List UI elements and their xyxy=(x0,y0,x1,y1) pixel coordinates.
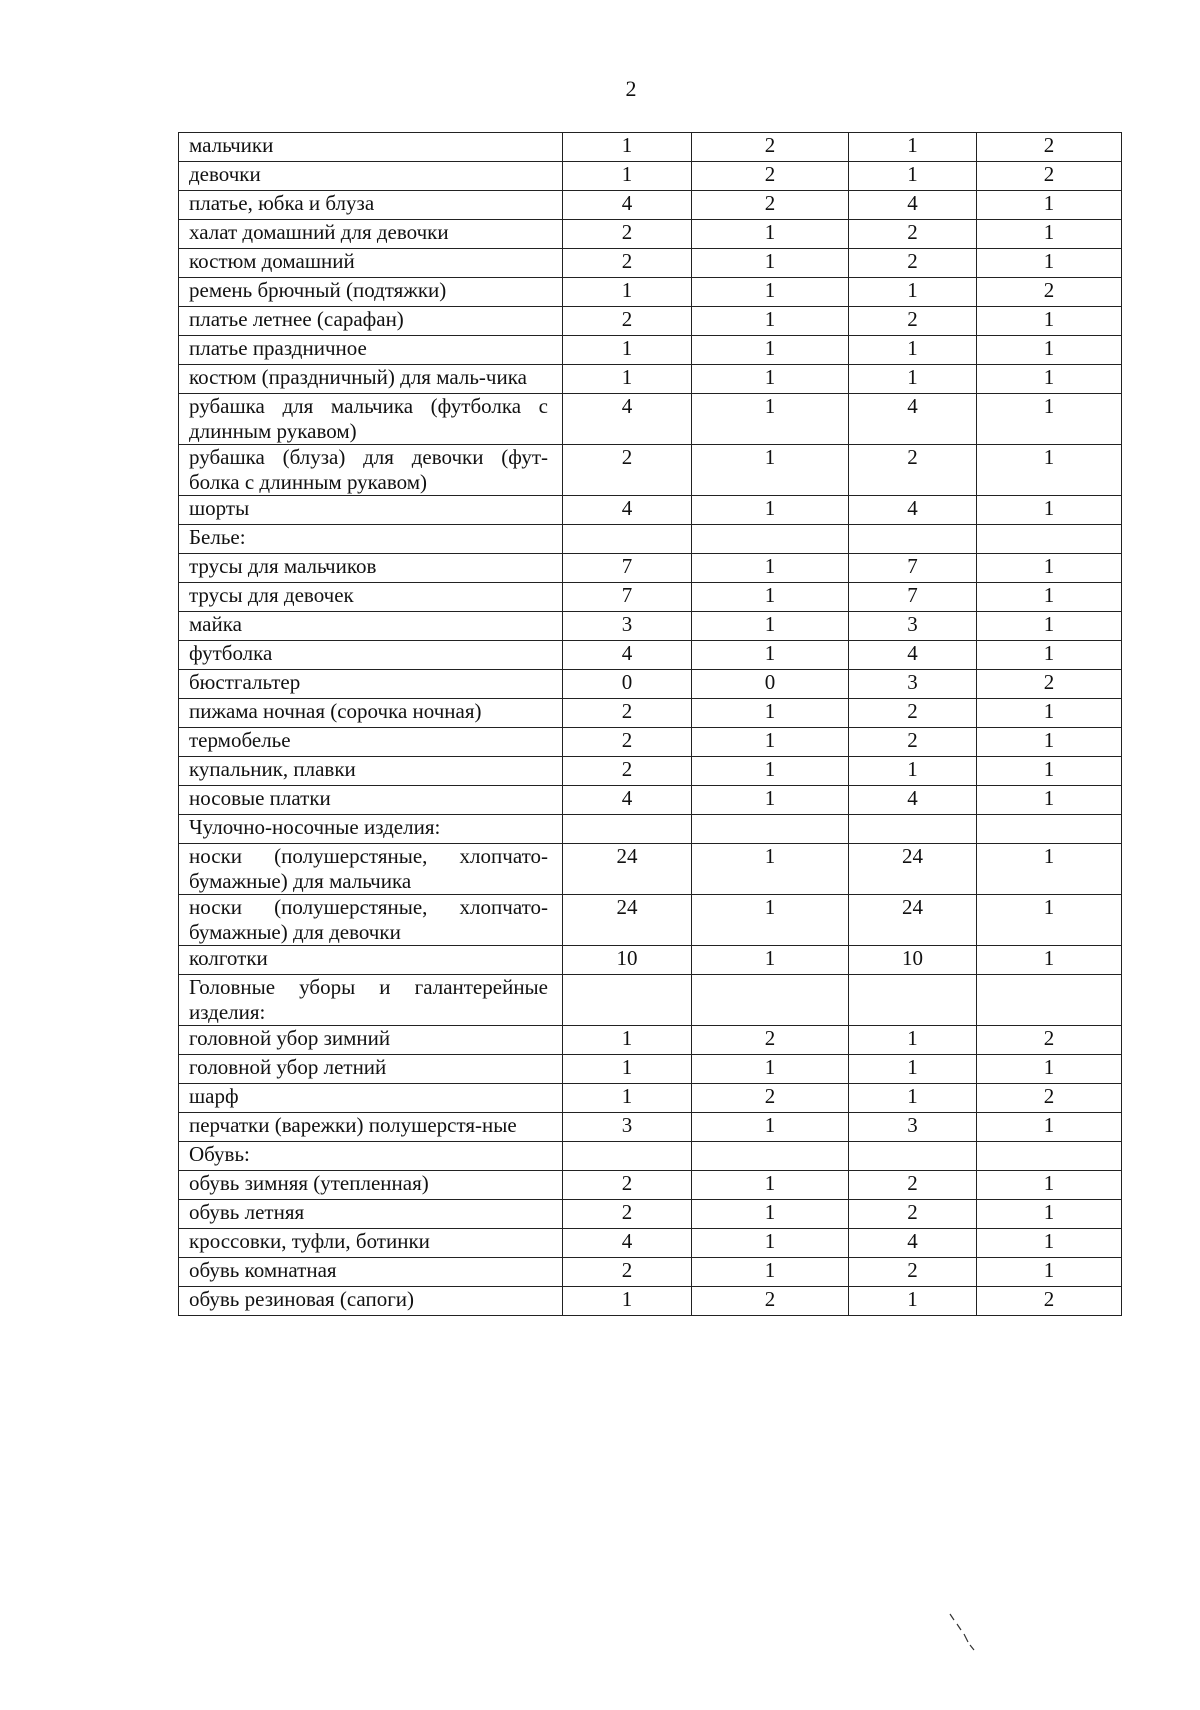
quantity-cell: 7 xyxy=(849,583,977,612)
quantity-cell xyxy=(977,525,1122,554)
quantity-cell: 2 xyxy=(977,1287,1122,1316)
quantity-cell: 4 xyxy=(849,496,977,525)
table-row xyxy=(179,1171,1122,1200)
item-name-cell: костюм домашний xyxy=(179,249,563,278)
quantity-cell: 1 xyxy=(563,1055,692,1084)
table-row xyxy=(179,278,1122,307)
quantity-cell: 2 xyxy=(692,1287,849,1316)
table-row xyxy=(179,220,1122,249)
quantity-cell: 1 xyxy=(692,445,849,496)
table-row xyxy=(179,757,1122,786)
table-row xyxy=(179,641,1122,670)
quantity-cell: 1 xyxy=(977,844,1122,895)
table-row xyxy=(179,975,1122,1026)
quantity-cell: 1 xyxy=(977,220,1122,249)
quantity-cell: 7 xyxy=(563,554,692,583)
item-name-cell: рубашка (блуза) для девочки (фут-болка с длинным рукавом) xyxy=(179,445,563,496)
table-body xyxy=(179,133,1122,1316)
quantity-cell: 1 xyxy=(977,496,1122,525)
quantity-cell: 4 xyxy=(563,641,692,670)
quantity-cell: 1 xyxy=(977,307,1122,336)
quantity-cell: 1 xyxy=(849,365,977,394)
quantity-cell: 1 xyxy=(563,278,692,307)
item-name-cell: бюстгальтер xyxy=(179,670,563,699)
item-name-cell: майка xyxy=(179,612,563,641)
quantity-cell: 1 xyxy=(977,1229,1122,1258)
quantity-cell: 1 xyxy=(849,757,977,786)
quantity-cell: 1 xyxy=(849,1084,977,1113)
table-row xyxy=(179,895,1122,946)
quantity-cell: 2 xyxy=(692,191,849,220)
quantity-cell: 2 xyxy=(977,670,1122,699)
table-row xyxy=(179,1084,1122,1113)
quantity-cell: 3 xyxy=(563,1113,692,1142)
table-row xyxy=(179,1258,1122,1287)
quantity-cell: 3 xyxy=(563,612,692,641)
table-row xyxy=(179,699,1122,728)
quantity-cell: 1 xyxy=(977,365,1122,394)
quantity-cell: 1 xyxy=(692,1258,849,1287)
quantity-cell: 2 xyxy=(849,445,977,496)
quantity-cell xyxy=(692,525,849,554)
quantity-cell: 2 xyxy=(977,278,1122,307)
quantity-cell: 2 xyxy=(849,307,977,336)
quantity-cell: 7 xyxy=(849,554,977,583)
quantity-cell: 1 xyxy=(692,365,849,394)
quantity-cell: 1 xyxy=(692,1229,849,1258)
quantity-cell: 1 xyxy=(977,786,1122,815)
quantity-cell: 4 xyxy=(563,191,692,220)
table-row xyxy=(179,445,1122,496)
table-row xyxy=(179,1287,1122,1316)
quantity-cell: 1 xyxy=(977,249,1122,278)
quantity-cell: 1 xyxy=(849,1026,977,1055)
quantity-cell: 0 xyxy=(692,670,849,699)
item-name-cell: перчатки (варежки) полушерстя-ные xyxy=(179,1113,563,1142)
table-row xyxy=(179,1026,1122,1055)
quantity-cell: 2 xyxy=(977,162,1122,191)
item-name-cell: мальчики xyxy=(179,133,563,162)
quantity-cell: 2 xyxy=(563,1258,692,1287)
quantity-cell: 1 xyxy=(692,757,849,786)
quantity-cell: 2 xyxy=(977,133,1122,162)
table-row xyxy=(179,496,1122,525)
quantity-cell: 1 xyxy=(977,445,1122,496)
quantity-cell: 10 xyxy=(849,946,977,975)
quantity-cell: 1 xyxy=(849,162,977,191)
item-name-cell: платье летнее (сарафан) xyxy=(179,307,563,336)
quantity-cell: 1 xyxy=(977,612,1122,641)
quantity-cell: 1 xyxy=(563,336,692,365)
quantity-cell: 4 xyxy=(849,394,977,445)
quantity-cell: 1 xyxy=(692,1200,849,1229)
quantity-cell: 1 xyxy=(977,191,1122,220)
item-name-cell: обувь резиновая (сапоги) xyxy=(179,1287,563,1316)
quantity-cell: 2 xyxy=(563,728,692,757)
quantity-cell: 1 xyxy=(977,699,1122,728)
table-row xyxy=(179,162,1122,191)
item-name-cell: трусы для мальчиков xyxy=(179,554,563,583)
quantity-cell: 0 xyxy=(563,670,692,699)
quantity-cell: 1 xyxy=(692,728,849,757)
table-row xyxy=(179,670,1122,699)
quantity-cell: 1 xyxy=(692,1113,849,1142)
quantity-cell: 1 xyxy=(849,1287,977,1316)
table-row xyxy=(179,307,1122,336)
quantity-cell: 1 xyxy=(692,554,849,583)
quantity-cell: 1 xyxy=(977,1055,1122,1084)
quantity-cell: 1 xyxy=(692,583,849,612)
quantity-cell: 2 xyxy=(563,1200,692,1229)
quantity-cell: 1 xyxy=(692,946,849,975)
item-name-cell: Белье: xyxy=(179,525,563,554)
quantity-cell: 1 xyxy=(849,336,977,365)
item-name-cell: пижама ночная (сорочка ночная) xyxy=(179,699,563,728)
table-row xyxy=(179,844,1122,895)
table-row xyxy=(179,786,1122,815)
quantity-cell: 2 xyxy=(849,220,977,249)
quantity-cell: 1 xyxy=(692,394,849,445)
quantity-cell: 4 xyxy=(849,786,977,815)
quantity-cell: 1 xyxy=(977,554,1122,583)
quantity-cell: 1 xyxy=(977,1171,1122,1200)
table-row xyxy=(179,554,1122,583)
quantity-cell: 2 xyxy=(563,249,692,278)
table-row xyxy=(179,728,1122,757)
item-name-cell: халат домашний для девочки xyxy=(179,220,563,249)
quantity-cell: 4 xyxy=(563,1229,692,1258)
quantity-cell: 4 xyxy=(563,496,692,525)
item-name-cell: термобелье xyxy=(179,728,563,757)
item-name-cell: головной убор зимний xyxy=(179,1026,563,1055)
quantity-cell: 1 xyxy=(977,757,1122,786)
quantity-cell: 1 xyxy=(692,336,849,365)
quantity-cell xyxy=(849,1142,977,1171)
quantity-cell: 2 xyxy=(563,445,692,496)
quantity-cell xyxy=(977,975,1122,1026)
quantity-cell: 2 xyxy=(849,1171,977,1200)
pen-mark xyxy=(948,1612,978,1652)
item-name-cell: рубашка для мальчика (футболка с длинным рукавом) xyxy=(179,394,563,445)
quantity-cell: 1 xyxy=(977,641,1122,670)
table-row xyxy=(179,1055,1122,1084)
item-name-cell: купальник, плавки xyxy=(179,757,563,786)
table-row xyxy=(179,336,1122,365)
quantity-cell: 2 xyxy=(849,249,977,278)
item-name-cell: головной убор летний xyxy=(179,1055,563,1084)
item-name-cell: платье, юбка и блуза xyxy=(179,191,563,220)
quantity-cell: 1 xyxy=(692,699,849,728)
quantity-cell: 24 xyxy=(849,895,977,946)
table-row xyxy=(179,394,1122,445)
quantity-cell: 4 xyxy=(563,394,692,445)
quantity-cell: 1 xyxy=(692,307,849,336)
quantity-cell: 1 xyxy=(692,786,849,815)
item-name-cell: носовые платки xyxy=(179,786,563,815)
quantity-cell: 1 xyxy=(692,1171,849,1200)
quantity-cell: 1 xyxy=(849,278,977,307)
quantity-cell: 1 xyxy=(977,1258,1122,1287)
quantity-cell: 1 xyxy=(563,133,692,162)
table-row xyxy=(179,946,1122,975)
quantity-cell: 2 xyxy=(977,1026,1122,1055)
quantity-cell xyxy=(849,525,977,554)
quantity-cell: 3 xyxy=(849,1113,977,1142)
table-row xyxy=(179,133,1122,162)
quantity-cell: 7 xyxy=(563,583,692,612)
quantity-cell xyxy=(563,525,692,554)
item-name-cell: обувь летняя xyxy=(179,1200,563,1229)
quantity-cell xyxy=(849,815,977,844)
quantity-cell: 3 xyxy=(849,612,977,641)
quantity-cell xyxy=(692,815,849,844)
quantity-cell: 1 xyxy=(692,641,849,670)
quantity-cell xyxy=(692,975,849,1026)
quantity-cell: 1 xyxy=(692,249,849,278)
quantity-cell xyxy=(563,815,692,844)
quantity-cell xyxy=(563,975,692,1026)
page-number: 2 xyxy=(625,76,637,101)
quantity-cell: 10 xyxy=(563,946,692,975)
quantity-cell: 1 xyxy=(977,336,1122,365)
quantity-cell: 1 xyxy=(692,496,849,525)
quantity-cell: 1 xyxy=(563,1084,692,1113)
clothing-supply-table xyxy=(178,132,1122,1316)
item-name-cell: девочки xyxy=(179,162,563,191)
quantity-cell xyxy=(692,1142,849,1171)
item-name-cell: кроссовки, туфли, ботинки xyxy=(179,1229,563,1258)
item-name-cell: Головные уборы и галантерейные изделия: xyxy=(179,975,563,1026)
quantity-cell: 4 xyxy=(849,641,977,670)
quantity-cell: 2 xyxy=(692,162,849,191)
quantity-cell: 1 xyxy=(692,1055,849,1084)
quantity-cell: 1 xyxy=(692,844,849,895)
table-row xyxy=(179,1113,1122,1142)
quantity-cell: 1 xyxy=(977,1113,1122,1142)
quantity-cell: 24 xyxy=(849,844,977,895)
quantity-cell: 2 xyxy=(849,1258,977,1287)
item-name-cell: футболка xyxy=(179,641,563,670)
quantity-cell: 2 xyxy=(849,728,977,757)
quantity-cell: 4 xyxy=(849,191,977,220)
quantity-cell: 1 xyxy=(692,612,849,641)
quantity-cell: 1 xyxy=(692,220,849,249)
quantity-cell: 2 xyxy=(563,757,692,786)
quantity-cell: 1 xyxy=(563,1287,692,1316)
table-row xyxy=(179,249,1122,278)
item-name-cell: шорты xyxy=(179,496,563,525)
table-row xyxy=(179,1200,1122,1229)
item-name-cell: носки (полушерстяные, хлопчато-бумажные) для мальчика xyxy=(179,844,563,895)
quantity-cell: 1 xyxy=(692,278,849,307)
quantity-cell: 2 xyxy=(849,699,977,728)
quantity-cell: 1 xyxy=(977,946,1122,975)
item-name-cell: платье праздничное xyxy=(179,336,563,365)
quantity-cell: 24 xyxy=(563,844,692,895)
quantity-cell xyxy=(977,1142,1122,1171)
quantity-cell: 2 xyxy=(692,133,849,162)
quantity-cell: 2 xyxy=(692,1084,849,1113)
table-row xyxy=(179,612,1122,641)
item-name-cell: Чулочно-носочные изделия: xyxy=(179,815,563,844)
quantity-cell: 1 xyxy=(563,162,692,191)
quantity-cell: 2 xyxy=(563,699,692,728)
quantity-cell xyxy=(977,815,1122,844)
item-name-cell: колготки xyxy=(179,946,563,975)
table-row xyxy=(179,583,1122,612)
quantity-cell: 4 xyxy=(563,786,692,815)
quantity-cell: 1 xyxy=(977,583,1122,612)
item-name-cell: ремень брючный (подтяжки) xyxy=(179,278,563,307)
quantity-cell: 1 xyxy=(977,895,1122,946)
item-name-cell: Обувь: xyxy=(179,1142,563,1171)
item-name-cell: костюм (праздничный) для маль-чика xyxy=(179,365,563,394)
quantity-cell: 24 xyxy=(563,895,692,946)
quantity-cell: 2 xyxy=(849,1200,977,1229)
table-row xyxy=(179,525,1122,554)
quantity-cell: 2 xyxy=(563,1171,692,1200)
quantity-cell xyxy=(849,975,977,1026)
quantity-cell: 2 xyxy=(692,1026,849,1055)
quantity-cell: 3 xyxy=(849,670,977,699)
quantity-cell: 1 xyxy=(977,728,1122,757)
quantity-cell xyxy=(563,1142,692,1171)
quantity-cell: 1 xyxy=(692,895,849,946)
item-name-cell: трусы для девочек xyxy=(179,583,563,612)
item-name-cell: обувь комнатная xyxy=(179,1258,563,1287)
item-name-cell: обувь зимняя (утепленная) xyxy=(179,1171,563,1200)
quantity-cell: 1 xyxy=(849,133,977,162)
quantity-cell: 1 xyxy=(563,365,692,394)
table-row xyxy=(179,191,1122,220)
quantity-cell: 1 xyxy=(977,1200,1122,1229)
item-name-cell: шарф xyxy=(179,1084,563,1113)
table-row xyxy=(179,815,1122,844)
quantity-cell: 1 xyxy=(563,1026,692,1055)
quantity-cell: 2 xyxy=(977,1084,1122,1113)
item-name-cell: носки (полушерстяные, хлопчато-бумажные) для девочки xyxy=(179,895,563,946)
quantity-cell: 1 xyxy=(977,394,1122,445)
table-row xyxy=(179,1142,1122,1171)
quantity-cell: 4 xyxy=(849,1229,977,1258)
table-row xyxy=(179,1229,1122,1258)
quantity-cell: 2 xyxy=(563,220,692,249)
table-row xyxy=(179,365,1122,394)
quantity-cell: 1 xyxy=(849,1055,977,1084)
quantity-cell: 2 xyxy=(563,307,692,336)
